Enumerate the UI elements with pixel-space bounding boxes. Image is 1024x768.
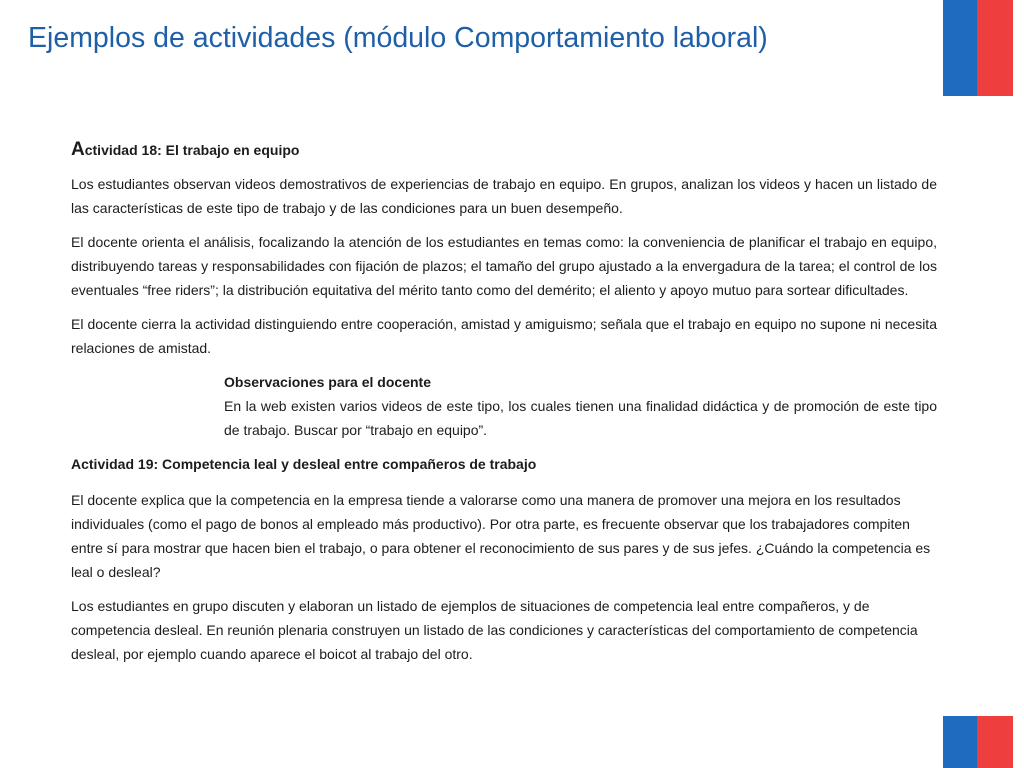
flag-logo-top bbox=[943, 0, 1013, 96]
teacher-observations bbox=[224, 370, 937, 442]
activity-18-heading-rest: ctividad 18: El trabajo en equipo bbox=[84, 142, 300, 158]
flag-logo-bottom bbox=[943, 716, 1013, 768]
activity-18-heading-initial: A bbox=[71, 139, 85, 160]
activity-18-heading bbox=[71, 138, 937, 162]
flag-red-stripe bbox=[977, 0, 1013, 96]
activity-18-paragraph-2: El docente orienta el análisis, focalizando la atención de los estudiantes en temas como: la conveniencia de planificar el trabajo en equipo, distribuyendo tareas y responsabilidades con fijación de plazos; el tamaño del grupo ajustado a la envergadura de la tarea; el control de los eventuales “free riders”; la distribución equitativa del mérito tanto como del demérito; el aliento y apoyo mutuo para sortear dificultades. bbox=[71, 234, 937, 298]
activity-19-heading: Actividad 19: Competencia leal y desleal entre compañeros de trabajo bbox=[71, 456, 537, 472]
activity-19-paragraph-1: El docente explica que la competencia en la empresa tiende a valorarse como una manera de promover una mejora en los resultados individuales (como el pago de bonos al empleado más productivo). Por otra parte, es frecuente observar que los trabajadores compiten entre sí para mostrar que hacen bien el trabajo, o para obtener el reconocimiento de sus pares y de sus jefes. ¿Cuándo la competencia es leal o desleal? bbox=[71, 492, 931, 580]
slide-title: Ejemplos de actividades (módulo Comportamiento laboral) bbox=[28, 22, 768, 54]
activity-18-paragraph-3: El docente cierra la actividad distinguiendo entre cooperación, amistad y amiguismo; señala que el trabajo en equipo no supone ni necesita relaciones de amistad. bbox=[71, 316, 937, 356]
activity-18-paragraph-1: Los estudiantes observan videos demostrativos de experiencias de trabajo en equipo. En grupos, analizan los videos y hacen un listado de las características de este tipo de trabajo y de las condiciones para un buen desempeño. bbox=[71, 176, 937, 216]
flag-red-stripe bbox=[977, 716, 1013, 768]
teacher-observations-text: En la web existen varios videos de este tipo, los cuales tienen una finalidad didáctica y de promoción de este tipo de trabajo. Buscar por “trabajo en equipo”. bbox=[224, 398, 937, 438]
flag-blue-stripe bbox=[943, 716, 977, 768]
teacher-observations-title: Observaciones para el docente bbox=[224, 374, 431, 390]
activity-19-paragraph-2: Los estudiantes en grupo discuten y elaboran un listado de ejemplos de situaciones de competencia leal entre compañeros, y de competencia desleal. En reunión plenaria construyen un listado de las condiciones y características del comportamiento de competencia desleal, por ejemplo cuando aparece el boicot al trabajo del otro. bbox=[71, 598, 918, 662]
slide-content bbox=[71, 138, 937, 676]
flag-blue-stripe bbox=[943, 0, 977, 96]
